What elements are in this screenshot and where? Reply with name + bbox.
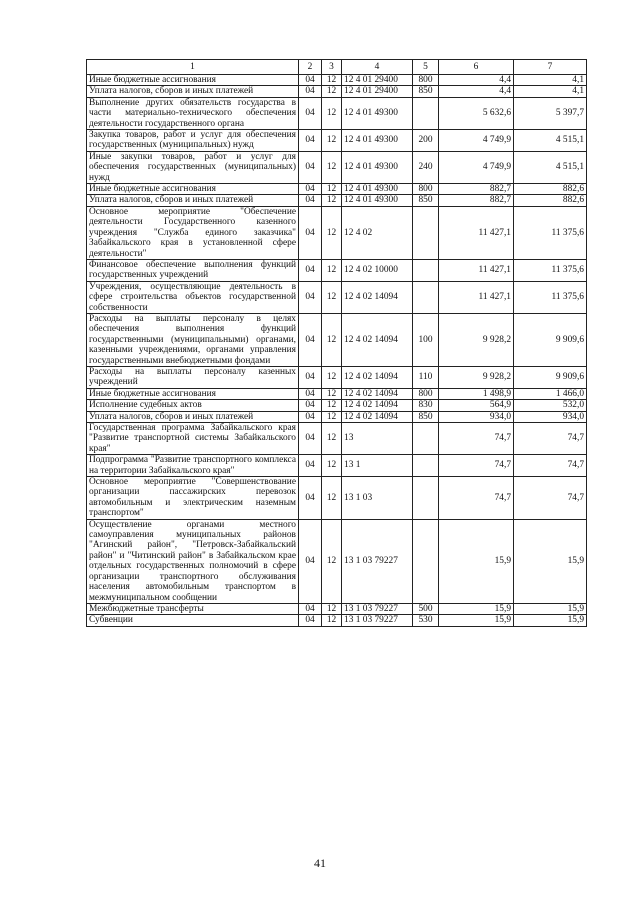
table-row <box>87 151 587 183</box>
cell-name: Иные бюджетные ассигнования <box>87 388 299 399</box>
cell-amount-1: 882,7 <box>439 195 514 206</box>
header-col-2: 2 <box>299 60 322 75</box>
cell-amount-2: 11 375,6 <box>514 281 587 313</box>
table-row <box>87 615 587 626</box>
cell-expense-type <box>413 477 439 520</box>
cell-target-article: 12 4 01 49300 <box>342 184 413 195</box>
cell-name: Государственная программа Забайкальского края "Развитие транспортной системы Забайкальского края" <box>87 423 299 455</box>
cell-target-article: 12 4 02 14094 <box>342 281 413 313</box>
cell-section: 04 <box>299 86 322 97</box>
cell-expense-type: 200 <box>413 130 439 152</box>
cell-amount-1: 11 427,1 <box>439 281 514 313</box>
cell-name: Расходы на выплаты персоналу казенных учреждений <box>87 366 299 388</box>
cell-name: Осуществление органами местного самоуправления муниципальных районов "Агинский район", "Петровск-Забайкальский район" и "Читинский район" в Забайкальском крае отдельных государственных полномочий в сфере организации транспортного обслуживания населения автомобильным транспортом в межмуниципальном сообщении <box>87 519 299 603</box>
cell-amount-1: 74,7 <box>439 455 514 477</box>
cell-subsection: 12 <box>322 615 342 626</box>
cell-amount-2: 4,1 <box>514 86 587 97</box>
cell-amount-2: 532,0 <box>514 400 587 411</box>
cell-subsection: 12 <box>322 130 342 152</box>
cell-amount-2: 15,9 <box>514 615 587 626</box>
cell-subsection: 12 <box>322 151 342 183</box>
cell-expense-type: 100 <box>413 313 439 366</box>
cell-amount-1: 4,4 <box>439 86 514 97</box>
page-number: 41 <box>314 856 326 870</box>
cell-expense-type <box>413 423 439 455</box>
cell-target-article: 13 1 <box>342 455 413 477</box>
cell-subsection: 12 <box>322 75 342 86</box>
table-row <box>87 86 587 97</box>
cell-name: Выполнение других обязательств государства в части материально-технического обеспечения деятельности государственного органа <box>87 97 299 129</box>
cell-subsection: 12 <box>322 477 342 520</box>
cell-section: 04 <box>299 400 322 411</box>
cell-expense-type: 850 <box>413 86 439 97</box>
cell-section: 04 <box>299 75 322 86</box>
cell-target-article: 12 4 01 49300 <box>342 151 413 183</box>
cell-subsection: 12 <box>322 195 342 206</box>
table-row <box>87 423 587 455</box>
cell-section: 04 <box>299 313 322 366</box>
cell-section: 04 <box>299 366 322 388</box>
cell-section: 04 <box>299 603 322 614</box>
cell-target-article: 12 4 02 14094 <box>342 366 413 388</box>
table-row <box>87 388 587 399</box>
cell-amount-1: 15,9 <box>439 519 514 603</box>
cell-amount-1: 564,9 <box>439 400 514 411</box>
cell-section: 04 <box>299 206 322 259</box>
cell-section: 04 <box>299 195 322 206</box>
cell-section: 04 <box>299 519 322 603</box>
cell-amount-2: 15,9 <box>514 603 587 614</box>
cell-expense-type <box>413 519 439 603</box>
cell-expense-type: 500 <box>413 603 439 614</box>
cell-amount-2: 1 466,0 <box>514 388 587 399</box>
cell-target-article: 13 1 03 79227 <box>342 615 413 626</box>
cell-name: Учреждения, осуществляющие деятельность в сфере строительства объектов государственной собственности <box>87 281 299 313</box>
cell-subsection: 12 <box>322 423 342 455</box>
cell-name: Иные бюджетные ассигнования <box>87 75 299 86</box>
cell-name: Уплата налогов, сборов и иных платежей <box>87 86 299 97</box>
cell-target-article: 13 1 03 <box>342 477 413 520</box>
cell-amount-1: 74,7 <box>439 477 514 520</box>
cell-target-article: 13 <box>342 423 413 455</box>
cell-expense-type: 800 <box>413 184 439 195</box>
cell-subsection: 12 <box>322 184 342 195</box>
cell-section: 04 <box>299 388 322 399</box>
cell-name: Исполнение судебных актов <box>87 400 299 411</box>
cell-amount-2: 9 909,6 <box>514 313 587 366</box>
cell-amount-2: 882,6 <box>514 195 587 206</box>
cell-name: Основное мероприятие "Совершенствование организации пассажирских перевозок автомобильным и электрическим наземным транспортом" <box>87 477 299 520</box>
table-row <box>87 97 587 129</box>
cell-amount-2: 11 375,6 <box>514 206 587 259</box>
cell-amount-1: 15,9 <box>439 603 514 614</box>
table-row <box>87 603 587 614</box>
cell-amount-1: 11 427,1 <box>439 259 514 281</box>
cell-amount-2: 5 397,7 <box>514 97 587 129</box>
cell-section: 04 <box>299 259 322 281</box>
cell-amount-1: 15,9 <box>439 615 514 626</box>
cell-amount-1: 4 749,9 <box>439 130 514 152</box>
table-row <box>87 75 587 86</box>
cell-section: 04 <box>299 477 322 520</box>
cell-subsection: 12 <box>322 97 342 129</box>
cell-name: Иные закупки товаров, работ и услуг для обеспечения государственных (муниципальных) нужд <box>87 151 299 183</box>
cell-target-article: 13 1 03 79227 <box>342 519 413 603</box>
cell-section: 04 <box>299 281 322 313</box>
cell-section: 04 <box>299 423 322 455</box>
cell-section: 04 <box>299 184 322 195</box>
cell-target-article: 13 1 03 79227 <box>342 603 413 614</box>
header-col-5: 5 <box>413 60 439 75</box>
header-col-6: 6 <box>439 60 514 75</box>
cell-target-article: 12 4 02 14094 <box>342 400 413 411</box>
cell-section: 04 <box>299 130 322 152</box>
cell-amount-2: 15,9 <box>514 519 587 603</box>
table-row <box>87 184 587 195</box>
cell-amount-1: 934,0 <box>439 411 514 422</box>
cell-expense-type: 850 <box>413 411 439 422</box>
cell-section: 04 <box>299 151 322 183</box>
table-row <box>87 259 587 281</box>
cell-amount-2: 74,7 <box>514 423 587 455</box>
header-col-7: 7 <box>514 60 587 75</box>
cell-subsection: 12 <box>322 313 342 366</box>
cell-subsection: 12 <box>322 259 342 281</box>
cell-expense-type <box>413 281 439 313</box>
cell-subsection: 12 <box>322 603 342 614</box>
cell-amount-1: 882,7 <box>439 184 514 195</box>
cell-subsection: 12 <box>322 86 342 97</box>
cell-subsection: 12 <box>322 411 342 422</box>
cell-section: 04 <box>299 411 322 422</box>
cell-expense-type <box>413 206 439 259</box>
cell-name: Межбюджетные трансферты <box>87 603 299 614</box>
budget-table <box>86 59 587 627</box>
table-row <box>87 313 587 366</box>
cell-amount-2: 4 515,1 <box>514 130 587 152</box>
cell-amount-2: 11 375,6 <box>514 259 587 281</box>
cell-expense-type <box>413 97 439 129</box>
cell-target-article: 12 4 01 49300 <box>342 97 413 129</box>
cell-expense-type: 850 <box>413 195 439 206</box>
cell-amount-1: 9 928,2 <box>439 313 514 366</box>
cell-subsection: 12 <box>322 519 342 603</box>
header-col-4: 4 <box>342 60 413 75</box>
cell-name: Закупка товаров, работ и услуг для обеспечения государственных (муниципальных) нужд <box>87 130 299 152</box>
cell-amount-1: 4 749,9 <box>439 151 514 183</box>
cell-name: Уплата налогов, сборов и иных платежей <box>87 411 299 422</box>
cell-target-article: 12 4 02 10000 <box>342 259 413 281</box>
cell-subsection: 12 <box>322 400 342 411</box>
cell-name: Расходы на выплаты персоналу в целях обеспечения выполнения функций государственными (муниципальными) органами, казенными учреждениями, органами управления государственными внебюджетными фондами <box>87 313 299 366</box>
cell-target-article: 12 4 02 14094 <box>342 411 413 422</box>
table-row <box>87 455 587 477</box>
cell-subsection: 12 <box>322 388 342 399</box>
header-col-1: 1 <box>87 60 299 75</box>
cell-expense-type: 800 <box>413 388 439 399</box>
cell-name: Субвенции <box>87 615 299 626</box>
table-row <box>87 366 587 388</box>
cell-amount-2: 4,1 <box>514 75 587 86</box>
table-row <box>87 400 587 411</box>
cell-amount-2: 934,0 <box>514 411 587 422</box>
table-row <box>87 206 587 259</box>
cell-target-article: 12 4 01 49300 <box>342 195 413 206</box>
cell-amount-1: 74,7 <box>439 423 514 455</box>
cell-subsection: 12 <box>322 206 342 259</box>
cell-expense-type: 240 <box>413 151 439 183</box>
cell-expense-type: 530 <box>413 615 439 626</box>
cell-name: Основное мероприятие "Обеспечение деятельности Государственного казенного учреждения "Служба единого заказчика" Забайкальского края в установленной сфере деятельности" <box>87 206 299 259</box>
cell-name: Подпрограмма "Развитие транспортного комплекса на территории Забайкальского края" <box>87 455 299 477</box>
cell-section: 04 <box>299 97 322 129</box>
cell-amount-1: 11 427,1 <box>439 206 514 259</box>
cell-name: Финансовое обеспечение выполнения функций государственных учреждений <box>87 259 299 281</box>
cell-target-article: 12 4 02 14094 <box>342 388 413 399</box>
cell-expense-type: 110 <box>413 366 439 388</box>
cell-name: Иные бюджетные ассигнования <box>87 184 299 195</box>
cell-target-article: 12 4 01 49300 <box>342 130 413 152</box>
table-header-row <box>87 60 587 75</box>
cell-amount-2: 74,7 <box>514 455 587 477</box>
cell-expense-type: 800 <box>413 75 439 86</box>
cell-target-article: 12 4 02 14094 <box>342 313 413 366</box>
table-row <box>87 195 587 206</box>
cell-name: Уплата налогов, сборов и иных платежей <box>87 195 299 206</box>
cell-amount-1: 4,4 <box>439 75 514 86</box>
cell-section: 04 <box>299 615 322 626</box>
cell-amount-1: 9 928,2 <box>439 366 514 388</box>
cell-expense-type: 830 <box>413 400 439 411</box>
cell-subsection: 12 <box>322 281 342 313</box>
cell-section: 04 <box>299 455 322 477</box>
cell-target-article: 12 4 01 29400 <box>342 75 413 86</box>
cell-amount-1: 5 632,6 <box>439 97 514 129</box>
cell-amount-2: 4 515,1 <box>514 151 587 183</box>
cell-subsection: 12 <box>322 366 342 388</box>
table-row <box>87 411 587 422</box>
cell-amount-2: 882,6 <box>514 184 587 195</box>
cell-amount-2: 74,7 <box>514 477 587 520</box>
cell-expense-type <box>413 455 439 477</box>
header-col-3: 3 <box>322 60 342 75</box>
table-row <box>87 281 587 313</box>
cell-expense-type <box>413 259 439 281</box>
cell-subsection: 12 <box>322 455 342 477</box>
cell-amount-2: 9 909,6 <box>514 366 587 388</box>
table-row <box>87 130 587 152</box>
table-row <box>87 477 587 520</box>
cell-target-article: 12 4 01 29400 <box>342 86 413 97</box>
table-row <box>87 519 587 603</box>
cell-amount-1: 1 498,9 <box>439 388 514 399</box>
cell-target-article: 12 4 02 <box>342 206 413 259</box>
